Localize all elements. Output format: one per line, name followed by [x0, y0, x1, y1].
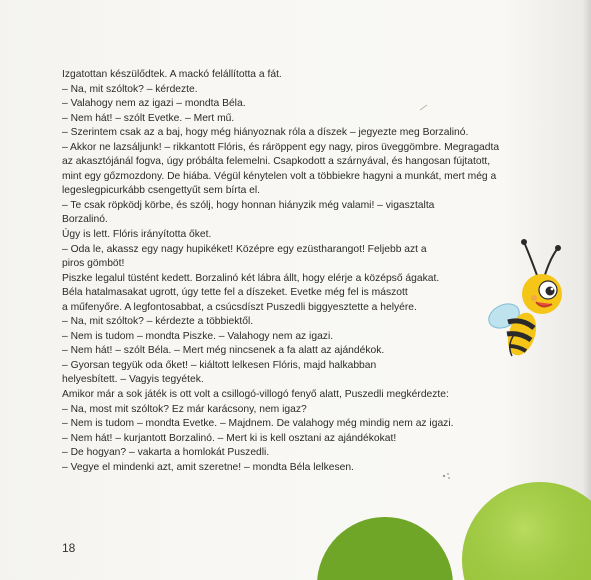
text-line: Béla hatalmasakat ugrott, úgy tette fel a díszeket. Evetke még fel is mászott [62, 287, 408, 299]
text-line: – Na, most mit szóltok? Ez már karácsony, nem igaz? [62, 403, 307, 415]
speck-mark [418, 102, 430, 112]
text-line: – De hogyan? – vakarta a homlokát Puszedli. [62, 447, 270, 459]
bee-antenna-right-tip [555, 245, 561, 251]
bee-eye-glint [551, 288, 554, 291]
text-line: – Vegye el mindenki azt, amit szeretne! – mondta Béla lelkesen. [62, 461, 354, 473]
text-line: – Nem hát! – szólt Evetke. – Mert mű. [62, 112, 235, 124]
text-line: Amikor már a sok játék is ott volt a csillogó-villogó fenyő alatt, Puszedli megkérdezte: [62, 389, 449, 401]
text-line: – Nem hát! – kurjantott Borzalinó. – Mert ki is kell osztani az ajándékokat! [62, 432, 397, 444]
text-line: – Na, mit szóltok? – kérdezte. [62, 83, 198, 95]
text-line: legeslegpicurkább csengettyűt sem bírta el. [62, 185, 261, 197]
text-line: piros gömböt! [62, 258, 125, 270]
text-line: – Te csak röpködj körbe, és szólj, hogy honnan hiányzik még valami! – vigasztalta [62, 199, 435, 211]
story-text [62, 68, 500, 475]
text-line: helyesbített. – Vagyis tegyétek. [62, 374, 204, 386]
text-line: Izgatottan készülődtek. A mackó felállította a fát. [62, 69, 282, 80]
text-line: Úgy is lett. Flóris irányította őket. [62, 229, 212, 241]
text-line: – Nem hát! – szólt Béla. – Mert még nincsenek a fa alatt az ajándékok. [62, 345, 385, 357]
sparkle-dots [440, 470, 454, 482]
text-line: – Akkor ne lazsáljunk! – rikkantott Flóris, és ráröppent egy nagy, piros üveggömbre. Megragadta [62, 141, 500, 153]
bee-antenna-right [544, 248, 558, 278]
bee-pupil [546, 287, 555, 296]
text-line: – Na, mit szóltok? – kérdezte a többiektől. [62, 316, 254, 328]
text-line: – Nem is tudom – mondta Evetke. – Majdnem. De valahogy még mindig nem az igazi. [62, 418, 454, 430]
text-line: Borzalinó. [62, 214, 108, 226]
text-line: mint egy gőzmozdony. De hiába. Végül kénytelen volt a többiekre hagyni a munkát, mert még a [62, 170, 497, 182]
page-spine-shadow [583, 0, 591, 580]
text-line: – Oda le, akassz egy nagy hupikéket! Középre egy ezüstharangot! Feljebb azt a [62, 243, 427, 255]
text-line: – Valahogy nem az igazi – mondta Béla. [62, 98, 246, 110]
bee-antenna-left-tip [521, 239, 527, 245]
bee-antenna-left [524, 242, 538, 278]
bee-character-illustration [486, 236, 566, 366]
text-line: – Szerintem csak az a baj, hogy még hiányoznak róla a díszek – jegyezte meg Borzalinó. [62, 127, 469, 139]
text-line: Piszke legalul tüstént kedett. Borzalinó két lábra állt, hogy elérje a középső ágakat. [62, 272, 440, 284]
text-line: – Gyorsan tegyük oda őket! – kiáltott lelkesen Flóris, majd halkabban [62, 359, 377, 371]
text-line: az akasztójánál fogva, úgy próbálta felemelni. Csapkodott a szárnyával, és hangosan fújtatott, [62, 156, 491, 168]
page-number: 18 [62, 541, 76, 555]
text-line: a műfenyőre. A legfontosabbat, a csúcsdíszt Puszedli biggyesztette a helyére. [62, 301, 417, 313]
bee-cheek [531, 295, 537, 301]
text-line: – Nem is tudom – mondta Piszke. – Valahogy nem az igazi. [62, 330, 334, 342]
